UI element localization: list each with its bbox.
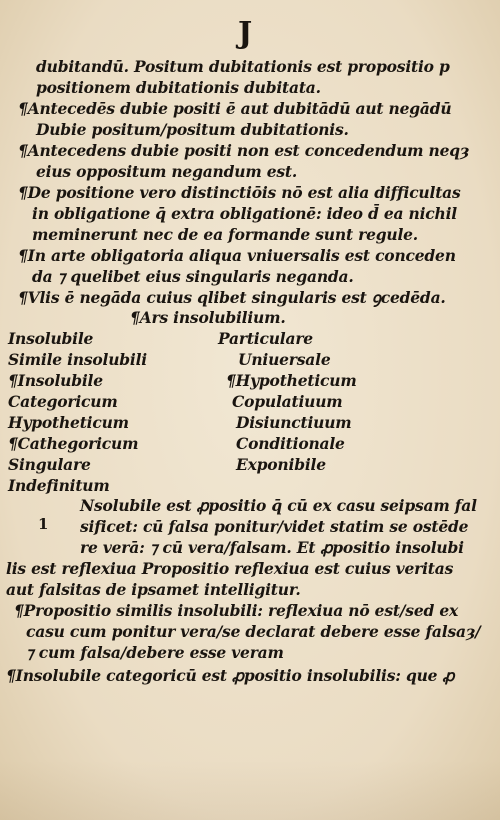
definition-line: aut falsitas de ipsamet intelligitur. — [6, 580, 301, 599]
left-column-item: Insolubile — [8, 329, 94, 348]
body-line: in obligatione q̄ extra obligationē: ideo d̄ ea nichil — [32, 204, 457, 223]
right-column-item: Exponibile — [236, 455, 326, 474]
right-column-item: Particulare — [218, 329, 313, 348]
body-line: ¶De positione vero distinctiōis nō est alia difficultas — [18, 183, 461, 202]
left-column-item: Singulare — [8, 455, 91, 474]
left-column-item: Hypotheticum — [8, 413, 129, 432]
left-column-item: ¶Cathegoricum — [8, 434, 139, 453]
left-column-item: ¶Insolubile — [8, 371, 103, 390]
body-line: meminerunt nec de ea formande sunt regule. — [32, 225, 418, 244]
left-column-item: Indefinitum — [8, 476, 110, 495]
right-column-item: Copulatiuum — [232, 392, 343, 411]
body-line: ¶In arte obligatoria aliqua vniuersalis est conceden — [18, 246, 456, 265]
body-line: ¶Antecedens dubie positi non est concedendum neqȝ — [18, 141, 470, 160]
page-header-letter: J — [238, 16, 253, 51]
definition-line: sificet: cū falsa ponitur/videt statim se ostēde — [80, 517, 469, 536]
definition-line: ¶Insolubile categoricū est ꝓpositio insolubilis: que ꝓ — [6, 666, 455, 685]
definition-line: ⁊ cum falsa/debere esse veram — [26, 643, 284, 662]
right-column-item: Uniuersale — [238, 350, 331, 369]
margin-mark: 1 — [38, 515, 49, 533]
page-bottom-shade — [0, 760, 500, 820]
definition-line: re verā: ⁊ cū vera/falsam. Et ꝓpositio insolubi — [80, 538, 464, 557]
body-line: positionem dubitationis dubitata. — [36, 78, 321, 97]
right-column-item: Disiunctiuum — [236, 413, 352, 432]
definition-line: Nsolubile est ꝓpositio q̄ cū ex casu seipsam fal — [80, 496, 477, 515]
left-column-item: Simile insolubili — [8, 350, 147, 369]
body-line: ¶Antecedēs dubie positi ē aut dubitādū aut negādū — [18, 99, 452, 118]
definition-line: ¶Propositio similis insolubili: reflexiua nō est/sed ex — [14, 601, 459, 620]
right-column-item: Conditionale — [236, 434, 345, 453]
definition-line: lis est reflexiua Propositio reflexiua est cuius veritas — [6, 559, 454, 578]
body-line: eius oppositum negandum est. — [36, 162, 298, 181]
right-column-item: ¶Hypotheticum — [226, 371, 357, 390]
section-title: ¶Ars insolubilium. — [130, 308, 286, 327]
definition-line: casu cum ponitur vera/se declarat debere esse falsaȝ/ — [26, 622, 481, 641]
body-line: da ⁊ quelibet eius singularis neganda. — [32, 267, 354, 286]
left-column-item: Categoricum — [8, 392, 118, 411]
body-line: Dubie positum/positum dubitationis. — [36, 120, 349, 139]
body-line: dubitandū. Positum dubitationis est propositio p — [36, 57, 450, 76]
body-line: ¶Vlis ē negāda cuius qlibet singularis est ꝯcedēda. — [18, 288, 446, 307]
